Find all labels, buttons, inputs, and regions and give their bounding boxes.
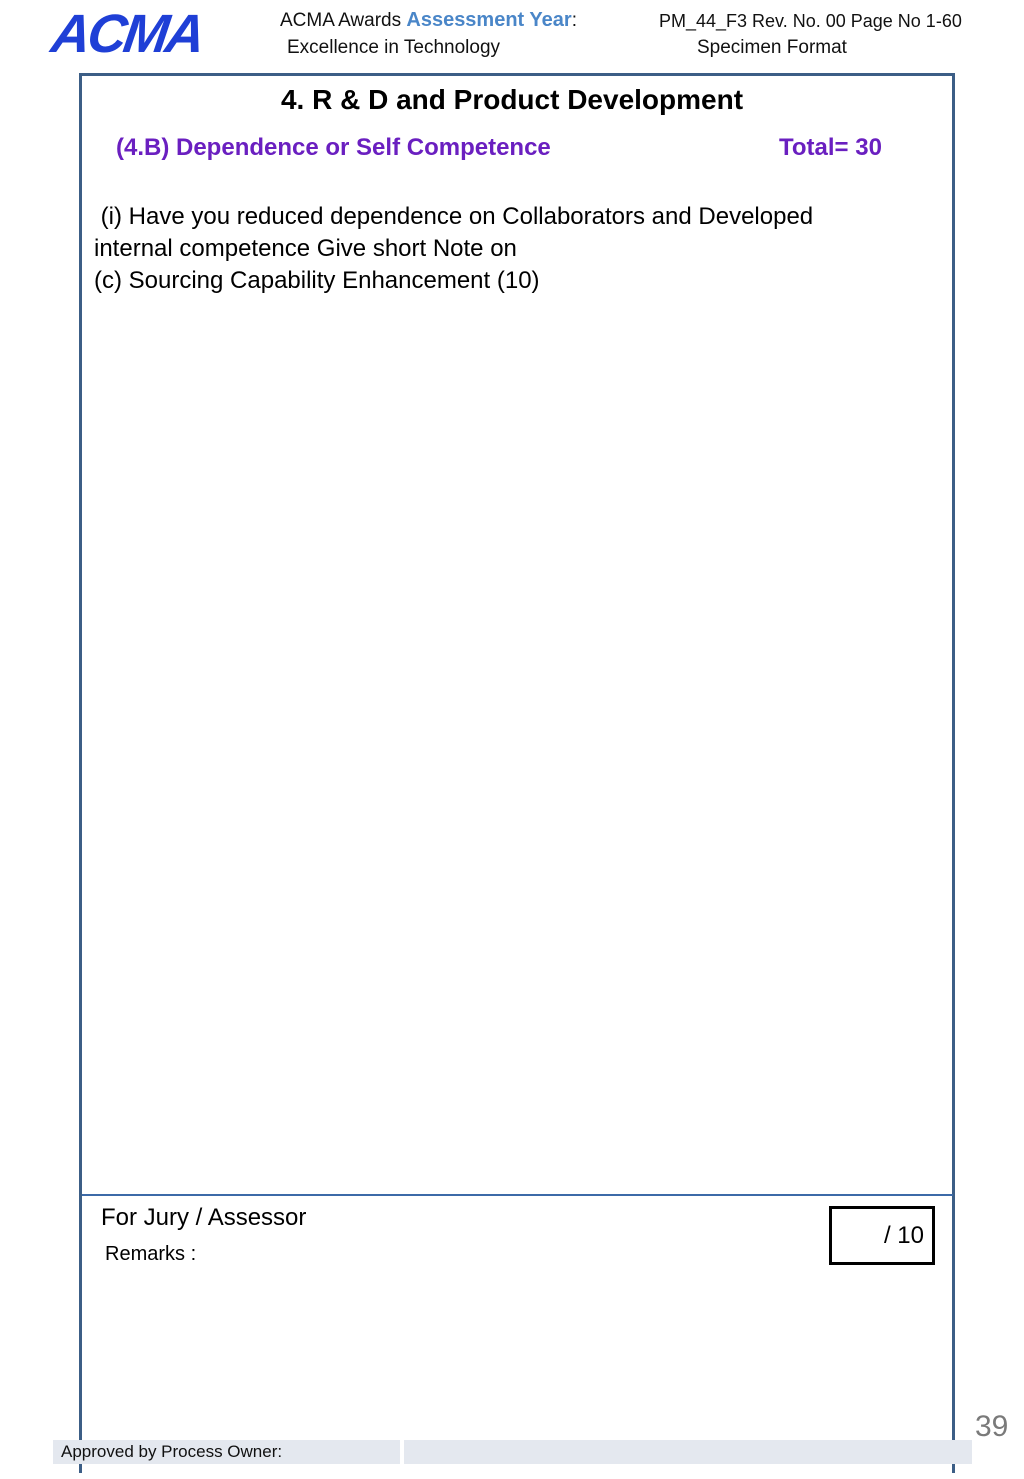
header-line1 (280, 9, 577, 32)
jury-heading: For Jury / Assessor (101, 1204, 307, 1231)
header-assessment-year: Assessment Year (406, 9, 572, 31)
page-title: 4. R & D and Product Development (280, 84, 744, 115)
doc-reference: PM_44_F3 Rev. No. 00 Page No 1-60 (659, 11, 962, 31)
question-text (94, 201, 914, 297)
section-divider (82, 1194, 953, 1196)
page-number: 39 (975, 1410, 1009, 1443)
header-colon: : (571, 10, 577, 31)
section-label: (4.B) Dependence or Self Competence (116, 134, 551, 161)
section-total: Total= 30 (779, 134, 882, 161)
acma-logo: ACMA (47, 4, 207, 64)
remarks-label: Remarks : (105, 1243, 197, 1265)
question-line: (i) Have you reduced dependence on Collaborators and Developed (94, 203, 814, 230)
approved-by-label: Approved by Process Owner: (53, 1440, 400, 1464)
question-line: internal competence Give short Note on (94, 235, 517, 262)
doc-format: Specimen Format (697, 37, 847, 58)
header-line2: Excellence in Technology (287, 37, 501, 58)
score-box[interactable]: / 10 (829, 1206, 935, 1265)
question-line: (c) Sourcing Capability Enhancement (10) (94, 267, 540, 294)
header-awards-label: ACMA Awards (280, 10, 402, 31)
approved-by-field[interactable] (404, 1440, 972, 1464)
